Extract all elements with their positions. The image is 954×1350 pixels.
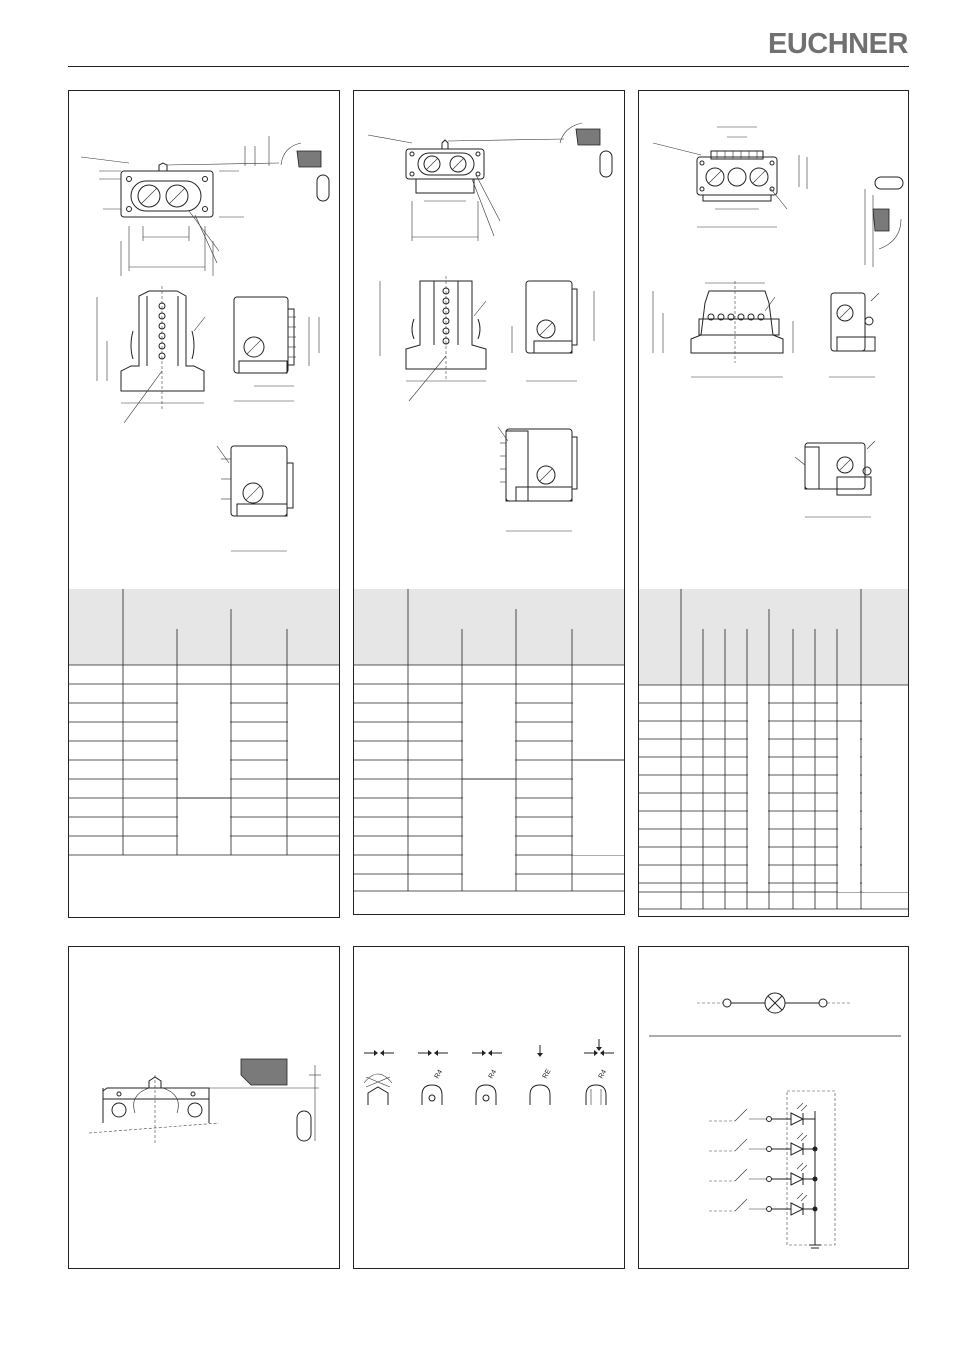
front-view-drawing <box>97 286 205 423</box>
side-view-drawing <box>829 293 879 377</box>
top-view-drawing <box>81 136 329 276</box>
side-view-2-drawing <box>217 446 293 551</box>
led-row-3 <box>709 1163 818 1185</box>
side-view-drawing <box>512 281 594 381</box>
panel-circuit <box>638 946 909 1269</box>
arrows-group <box>364 1039 614 1057</box>
header-rule <box>68 66 909 67</box>
front-view-drawing <box>380 276 486 401</box>
actuator-shapes <box>364 1074 606 1105</box>
side-view-2-drawing <box>795 441 875 517</box>
led-row-2 <box>709 1133 818 1155</box>
top-view-drawing <box>368 123 612 241</box>
drawing-1-svg <box>69 91 340 918</box>
side-view-drawing <box>234 297 319 401</box>
panel-drawing-3 <box>638 90 909 917</box>
panel-drawing-2 <box>353 90 625 915</box>
top-view-drawing <box>653 127 903 267</box>
actuator-drawing-svg <box>69 947 340 1269</box>
panel-actuator-1 <box>68 946 340 1269</box>
radius-label-2: R4 <box>487 1068 499 1080</box>
spec-table-1 <box>69 589 340 855</box>
drawing-2-svg <box>354 91 625 915</box>
radius-label-1: R4 <box>433 1068 445 1080</box>
circuit-diagram-svg <box>639 947 909 1269</box>
panel-drawing-1 <box>68 90 340 918</box>
spec-table-2 <box>354 589 625 891</box>
front-view-drawing <box>653 281 793 377</box>
drawing-3-svg <box>639 91 909 917</box>
brand-logo: EUCHNER <box>768 28 908 60</box>
spec-table-3 <box>639 589 909 909</box>
radius-label-3: RE <box>541 1068 553 1080</box>
led-row-4 <box>709 1193 818 1215</box>
approach-directions-svg <box>354 947 625 1269</box>
led-row-1 <box>709 1103 815 1125</box>
panel-actuator-2 <box>353 946 625 1269</box>
radius-label-4: R4 <box>597 1068 609 1080</box>
lamp-symbol <box>697 993 851 1013</box>
side-view-2-drawing <box>498 427 577 531</box>
led-circuit <box>709 1091 835 1248</box>
